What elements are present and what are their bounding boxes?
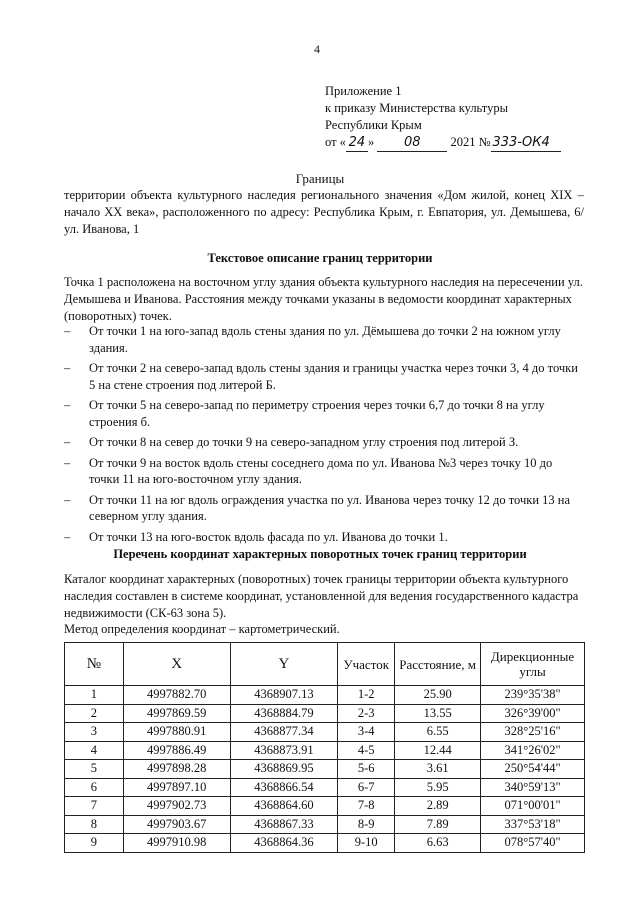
cell-distance: 2.89 xyxy=(395,797,481,816)
cell-angle: 326°39'00" xyxy=(481,704,585,723)
cell-angle: 341°26'02" xyxy=(481,741,585,760)
cell-x: 4997880.91 xyxy=(123,723,230,742)
document-title: Границы xyxy=(295,171,345,186)
order-number: 333-ОК4 xyxy=(491,134,561,152)
cell-segment: 3-4 xyxy=(338,723,395,742)
cell-y: 4368873.91 xyxy=(230,741,338,760)
cell-angle: 250°54'44" xyxy=(481,760,585,779)
header-distance: Расстояние, м xyxy=(395,643,481,686)
cell-segment: 1-2 xyxy=(338,686,395,705)
cell-distance: 13.55 xyxy=(395,704,481,723)
header-segment: Участок xyxy=(338,643,395,686)
cell-y: 4368864.36 xyxy=(230,834,338,853)
page-number: 4 xyxy=(314,42,320,56)
list-item: – От точки 8 на север до точки 9 на северо-западном углу строения под литерой З. xyxy=(64,435,519,449)
list-item: – От точки 13 на юго-восток вдоль фасада по ул. Иванова до точки 1. xyxy=(64,529,448,544)
cell-distance: 3.61 xyxy=(395,760,481,779)
coords-section-heading: Перечень координат характерных поворотных точек границ территории xyxy=(113,547,527,561)
cell-y: 4368907.13 xyxy=(230,686,338,705)
cell-number: 8 xyxy=(65,815,124,834)
cell-distance: 7.89 xyxy=(395,815,481,834)
cell-x: 4997886.49 xyxy=(123,741,230,760)
catalog-description: Каталог координат характерных (поворотных) точек границы территории объекта культурного наследия составлен в системе координат, установленной для ведения государственного кадастра недвижимости (СК-63 зона 5). xyxy=(64,572,579,620)
cell-number: 9 xyxy=(65,834,124,853)
table-row xyxy=(65,834,585,853)
cell-number: 7 xyxy=(65,797,124,816)
cell-y: 4368884.79 xyxy=(230,704,338,723)
table-header-row xyxy=(65,643,585,686)
method-description: Метод определения координат – картометрический. xyxy=(64,622,340,636)
cell-segment: 9-10 xyxy=(338,834,395,853)
list-item: – От точки 5 на северо-запад по периметру строения через точки 6,7 до точки 8 на углу строения б. xyxy=(64,398,545,429)
cell-x: 4997898.28 xyxy=(123,760,230,779)
appendix-line-3: Республики Крым xyxy=(325,118,422,132)
cell-distance: 6.63 xyxy=(395,834,481,853)
date-prefix: от « xyxy=(325,135,346,149)
header-x: X xyxy=(123,643,230,686)
cell-number: 2 xyxy=(65,704,124,723)
cell-angle: 328°25'16" xyxy=(481,723,585,742)
cell-number: 5 xyxy=(65,760,124,779)
cell-angle: 337°53'18" xyxy=(481,815,585,834)
coordinates-table xyxy=(64,642,585,853)
list-item: – От точки 1 на юго-запад вдоль стены здания по ул. Дёмышева до точки 2 на южном углу здания. xyxy=(64,324,561,355)
cell-y: 4368864.60 xyxy=(230,797,338,816)
cell-distance: 5.95 xyxy=(395,778,481,797)
cell-segment: 7-8 xyxy=(338,797,395,816)
cell-number: 6 xyxy=(65,778,124,797)
cell-angle: 340°59'13" xyxy=(481,778,585,797)
cell-distance: 25.90 xyxy=(395,686,481,705)
cell-y: 4368877.34 xyxy=(230,723,338,742)
appendix-date-line xyxy=(325,134,561,152)
cell-x: 4997869.59 xyxy=(123,704,230,723)
date-day: 24 xyxy=(346,134,368,152)
text-section-heading: Текстовое описание границ территории xyxy=(207,251,433,265)
appendix-line-2: к приказу Министерства культуры xyxy=(325,101,508,115)
cell-segment: 2-3 xyxy=(338,704,395,723)
cell-y: 4368869.95 xyxy=(230,760,338,779)
table-row xyxy=(65,815,585,834)
cell-x: 4997897.10 xyxy=(123,778,230,797)
table-row xyxy=(65,778,585,797)
date-month: 08 xyxy=(377,134,447,152)
cell-number: 3 xyxy=(65,723,124,742)
cell-x: 4997903.67 xyxy=(123,815,230,834)
header-y: Y xyxy=(230,643,338,686)
cell-segment: 4-5 xyxy=(338,741,395,760)
cell-segment: 5-6 xyxy=(338,760,395,779)
document-description: территории объекта культурного наследия регионального значения «Дом жилой, конец XIX – начало XX века», расположенного по адресу: Республика Крым, г. Евпатория, ул. Демышева, 6/ул. Иванова, 1 xyxy=(64,188,584,236)
cell-x: 4997902.73 xyxy=(123,797,230,816)
appendix-line-1: Приложение 1 xyxy=(325,84,402,98)
appendix-block xyxy=(325,83,561,152)
cell-distance: 6.55 xyxy=(395,723,481,742)
cell-number: 1 xyxy=(65,686,124,705)
cell-angle: 071°00'01" xyxy=(481,797,585,816)
cell-angle: 239°35'38" xyxy=(481,686,585,705)
table-row xyxy=(65,760,585,779)
list-item: – От точки 9 на восток вдоль стены соседнего дома по ул. Иванова №3 через точку 10 до точки 11 на юго-восточном углу здания. xyxy=(64,455,553,486)
cell-angle: 078°57'40" xyxy=(481,834,585,853)
cell-y: 4368867.33 xyxy=(230,815,338,834)
cell-segment: 6-7 xyxy=(338,778,395,797)
cell-number: 4 xyxy=(65,741,124,760)
table-row xyxy=(65,723,585,742)
header-angles: Дирекционные углы xyxy=(481,643,585,686)
date-mid: » xyxy=(367,135,375,149)
cell-distance: 12.44 xyxy=(395,741,481,760)
boundary-list xyxy=(64,323,584,549)
table-row xyxy=(65,686,585,705)
cell-x: 4997910.98 xyxy=(123,834,230,853)
cell-x: 4997882.70 xyxy=(123,686,230,705)
table-row xyxy=(65,797,585,816)
date-year: 2021 № xyxy=(450,135,491,149)
table-row xyxy=(65,704,585,723)
header-number: № xyxy=(65,643,124,686)
text-intro: Точка 1 расположена на восточном углу здания объекта культурного наследия на пересечении ул. Демышева и Иванова. Расстояния между точками указаны в ведомости координат характерных (поворотных) точек. xyxy=(64,275,583,323)
list-item: – От точки 11 на юг вдоль ограждения участка по ул. Иванова через точку 12 до точки 13 на северном углу здания. xyxy=(64,492,571,523)
table-row xyxy=(65,741,585,760)
cell-y: 4368866.54 xyxy=(230,778,338,797)
cell-segment: 8-9 xyxy=(338,815,395,834)
list-item: – От точки 2 на северо-запад вдоль стены здания и границы участка через точки 3, 4 до точки 5 на стене строения под литерой Б. xyxy=(64,361,578,392)
